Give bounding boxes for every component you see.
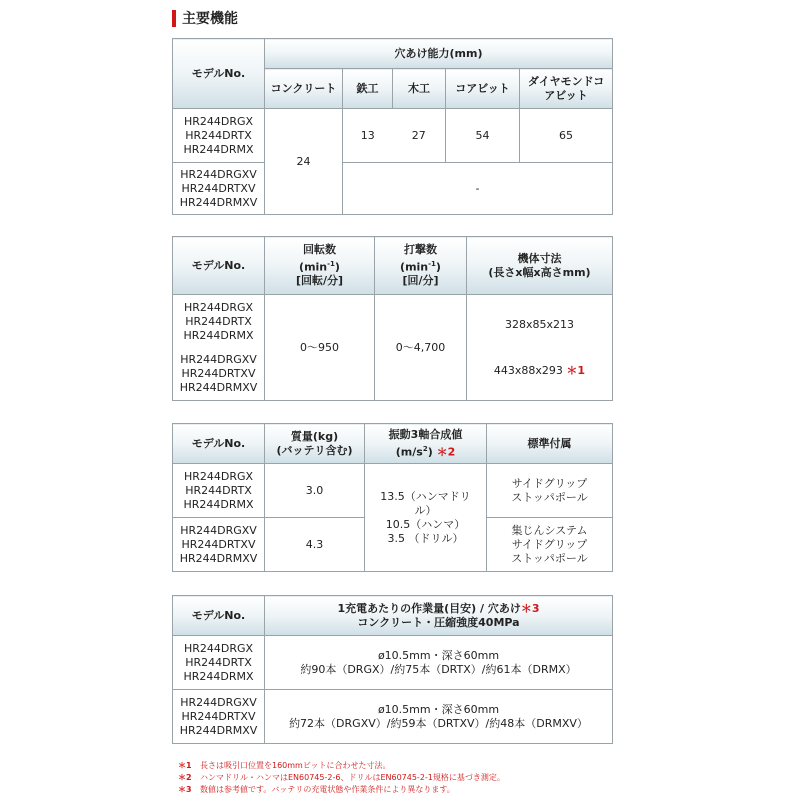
core-bit-value: 54 bbox=[446, 109, 520, 163]
table-work-per-charge bbox=[172, 595, 613, 744]
model-header: モデルNo. bbox=[173, 237, 265, 295]
footnotes bbox=[178, 760, 618, 796]
header-core-bit: コアビット bbox=[446, 69, 520, 109]
diamond-core-bit-value: 65 bbox=[520, 109, 613, 163]
rpm-header: 回転数 $(\min^{-1})$ [回転/分] bbox=[265, 237, 375, 295]
no-value-cell: - bbox=[343, 163, 613, 215]
dimensions-value: 328x85x213 443x88x293 ＊1 bbox=[467, 295, 613, 401]
drilling-capacity-header: 穴あけ能力(mm) bbox=[265, 39, 613, 69]
footnote: ＊1 長さは吸引口位置を160mmビットに合わせた寸法。 bbox=[178, 761, 391, 770]
wood-value: 27 bbox=[393, 109, 446, 163]
weight-header: 質量(kg) (バッテリ含む) bbox=[265, 424, 365, 464]
accessories-value: 集じんシステム サイドグリップ ストッパポール bbox=[487, 518, 613, 572]
model-header: モデルNo. bbox=[173, 39, 265, 109]
vibration-value: 13.5（ハンマドリ ル） 10.5（ハンマ） 3.5 （ドリル） bbox=[365, 464, 487, 572]
table-weight-vibration bbox=[172, 423, 613, 572]
weight-value: 3.0 bbox=[265, 464, 365, 518]
section-title bbox=[172, 9, 238, 27]
work-amount-value: ø10.5mm・深さ60mm 約72本（DRGXV）/約59本（DRTXV）/約48本（DRMXV） bbox=[265, 690, 613, 744]
model-header: モデルNo. bbox=[173, 596, 265, 636]
work-amount-value: ø10.5mm・深さ60mm 約90本（DRGX）/約75本（DRTX）/約61本（DRMX） bbox=[265, 636, 613, 690]
model-cell: HR244DRGXV HR244DRTXV HR244DRMXV bbox=[173, 518, 265, 572]
model-cell: HR244DRGX HR244DRTX HR244DRMX bbox=[173, 464, 265, 518]
work-amount-header: 1充電あたりの作業量(目安) / 穴あけ＊3 コンクリート・圧縮強度40MPa bbox=[265, 596, 613, 636]
table-speed-dimensions bbox=[172, 236, 613, 401]
footnote: ＊2 ハンマドリル・ハンマはEN60745-2-6、ドリルはEN60745-2-1規格に基づき測定。 bbox=[178, 773, 505, 782]
blow-rate-header: 打撃数 $(\min^{-1})$ [回/分] bbox=[375, 237, 467, 295]
model-header: モデルNo. bbox=[173, 424, 265, 464]
accessories-value: サイドグリップ ストッパポール bbox=[487, 464, 613, 518]
header-concrete: コンクリート bbox=[265, 69, 343, 109]
accessories-header: 標準付属 bbox=[487, 424, 613, 464]
blow-rate-value: 0～4,700 bbox=[375, 295, 467, 401]
model-cell: HR244DRGX HR244DRTX HR244DRMX HR244DRGXV HR244DRTXV HR244DRMXV bbox=[173, 295, 265, 401]
table-drilling-capacity bbox=[172, 38, 613, 215]
header-steel: 鉄工 bbox=[343, 69, 393, 109]
rpm-value: 0～950 bbox=[265, 295, 375, 401]
weight-value: 4.3 bbox=[265, 518, 365, 572]
vibration-header: 振動3軸合成値 $(m/s^2)$ ＊2 bbox=[365, 424, 487, 464]
dimensions-header: 機体寸法 (長さx幅x高さmm) bbox=[467, 237, 613, 295]
model-cell: HR244DRGXV HR244DRTXV HR244DRMXV bbox=[173, 163, 265, 215]
model-cell: HR244DRGX HR244DRTX HR244DRMX bbox=[173, 109, 265, 163]
concrete-value: 24 bbox=[265, 109, 343, 215]
model-cell: HR244DRGX HR244DRTX HR244DRMX bbox=[173, 636, 265, 690]
title-accent-bar bbox=[172, 10, 176, 27]
model-cell: HR244DRGXV HR244DRTXV HR244DRMXV bbox=[173, 690, 265, 744]
header-diamond-core-bit: ダイヤモンドコアビット bbox=[520, 69, 613, 109]
title-text: 主要機能 bbox=[182, 11, 238, 27]
footnote: ＊3 数値は参考値です。バッテリの充電状態や作業条件により異なります。 bbox=[178, 785, 455, 794]
steel-value: 13 bbox=[343, 109, 393, 163]
header-wood: 木工 bbox=[393, 69, 446, 109]
